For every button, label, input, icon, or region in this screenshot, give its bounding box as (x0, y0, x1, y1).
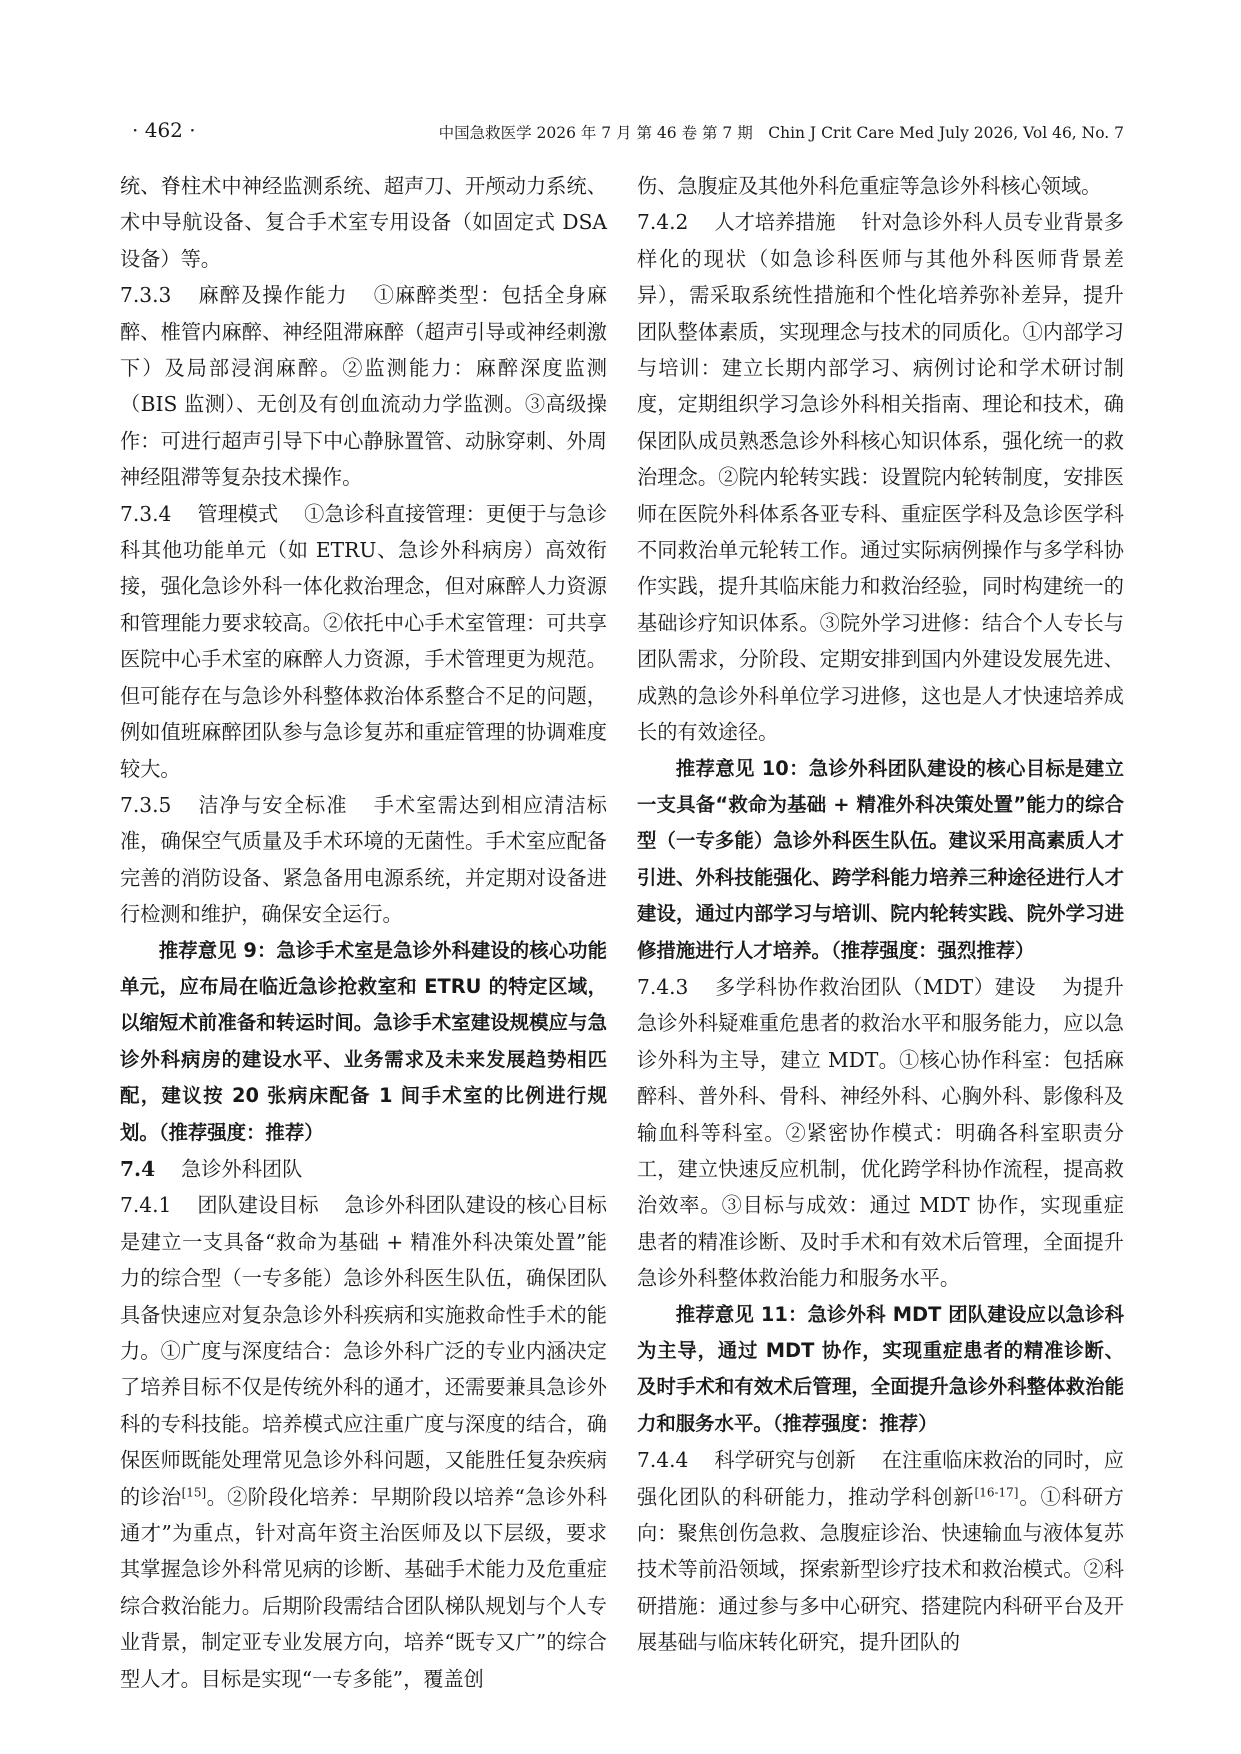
section-number: 7.4.1 (120, 1193, 172, 1218)
section-title: 多学科协作救治团队（MDT）建设 (714, 974, 1037, 999)
recommendation-9: 推荐意见 9：急诊手术室是急诊外科建设的核心功能单元，应布局在临近急诊抢救室和 ETRU 的特定区域，以缩短术前准备和转运时间。急诊手术室建设规模应与急诊外科病房的建设水平、业务需求及未来发展趋势相匹配，建议按 20 张病床配备 1 间手术室的比例进行规划。（推荐强度：推荐） (120, 938, 607, 1144)
section-number: 7.3.4 (120, 501, 172, 526)
section-body: ①麻醉类型：包括全身麻醉、椎管内麻醉、神经阻滞麻醉（超声引导或神经刺激下）及局部浸润麻醉。②监测能力：麻醉深度监测（BIS 监测）、无创及有创血流动力学监测。③高级操作：可进行超声引导下中心静脉置管、动脉穿刺、外周神经阻滞等复杂技术操作。 (120, 283, 607, 490)
section-7-4-1 (120, 1187, 607, 1697)
section-7-3-5 (120, 787, 607, 933)
section-title: 麻醉及操作能力 (197, 283, 348, 308)
section-title: 洁净与安全标准 (197, 792, 348, 817)
page-number: · 462 · (132, 118, 196, 142)
section-number: 7.4.4 (637, 1448, 689, 1473)
citation-ref: [15] (181, 1484, 207, 1499)
section-body: 为提升急诊外科疑难重危患者的救治水平和服务能力，应以急诊外科为主导，建立 MDT。①核心协作科室：包括麻醉科、普外科、骨科、神经外科、心胸外科、影像科及输血科等科室。②紧密协作模式：明确各科室职责分工，建立快速反应机制，优化跨学科协作流程，提高救治效率。③目标与成效：通过 MDT 协作，实现重症患者的精准诊断、及时手术和有效术后管理，全面提升急诊外科整体救治能力和服务水平。 (637, 974, 1124, 1291)
section-7-3-4 (120, 496, 607, 787)
section-body: ①急诊科直接管理：更便于与急诊科其他功能单元（如 ETRU、急诊外科病房）高效衔接，强化急诊外科一体化救治理念，但对麻醉人力资源和管理能力要求较高。②依托中心手术室管理：可共享医院中心手术室的麻醉人力资源，手术管理更为规范。但可能存在与急诊外科整体救治体系整合不足的问题，例如值班麻醉团队参与急诊复苏和重症管理的协调难度较大。 (120, 501, 607, 781)
page-header (120, 116, 1124, 150)
section-title: 急诊外科团队 (181, 1156, 303, 1181)
paragraph-equipment-continued: 统、脊柱术中神经监测系统、超声刀、开颅动力系统、术中导航设备、复合手术室专用设备（如固定式 DSA 设备）等。 (120, 174, 607, 271)
section-7-4-heading (120, 1151, 607, 1187)
section-number: 7.4.2 (637, 210, 689, 235)
right-column (637, 168, 1124, 1661)
section-number: 7.4 (120, 1156, 156, 1181)
section-7-4-3 (637, 969, 1124, 1297)
left-column (120, 168, 607, 1697)
section-body: 针对急诊外科人员专业背景多样化的现状（如急诊科医师与其他外科医师背景差异），需采取系统性措施和个性化培养弥补差异，提升团队整体素质，实现理念与技术的同质化。①内部学习与培训：建立长期内部学习、病例讨论和学术研讨制度，定期组织学习急诊外科相关指南、理论和技术，确保团队成员熟悉急诊外科核心知识体系，强化统一的救治理念。②院内轮转实践：设置院内轮转制度，安排医师在医院外科体系各亚专科、重症医学科及急诊医学科不同救治单元轮转工作。通过实际病例操作与多学科协作实践，提升其临床能力和救治经验，同时构建统一的基础诊疗知识体系。③院外学习进修：结合个人专长与团队需求，分阶段、定期安排到国内外建设发展先进、成熟的急诊外科单位学习进修，这也是人才快速培养成长的有效途径。 (637, 210, 1124, 745)
section-title: 团队建设目标 (197, 1193, 319, 1218)
recommendation-10: 推荐意见 10：急诊外科团队建设的核心目标是建立一支具备“救命为基础 + 精准外科决策处置”能力的综合型（一专多能）急诊外科医生队伍。建议采用高素质人才引进、外科技能强化、跨学科能力培养三种途径进行人才建设，通过内部学习与培训、院内轮转实践、院外学习进修措施进行人才培养。（推荐强度：强烈推荐） (637, 756, 1124, 962)
section-body: 急诊外科团队建设的核心目标是建立一支具备“救命为基础 + 精准外科决策处置”能力的综合型（一专多能）急诊外科医生队伍，确保团队具备快速应对复杂急诊外科疾病和实施救命性手术的能力。①广度与深度结合：急诊外科广泛的专业内涵决定了培养目标不仅是传统外科的通才，还需要兼具急诊外科的专科技能。培养模式应注重广度与深度的结合，确保医师既能处理常见急诊外科问题，又能胜任复杂疾病的诊治 (120, 1193, 607, 1509)
section-7-4-2 (637, 204, 1124, 750)
journal-citation: 中国急救医学 2026 年 7 月 第 46 卷 第 7 期 Chin J Crit Care Med July 2026, Vol 46, No. 7 (438, 124, 1124, 142)
section-body-continued: 。②阶段化培养：早期阶段以培养“急诊外科通才”为重点，针对高年资主治医师及以下层级，要求其掌握急诊外科常见病的诊断、基础手术能力及危重症综合救治能力。后期阶段需结合团队梯队规划与个人专业背景，制定亚专业发展方向，培养“既专又广”的综合型人才。目标是实现“一专多能”，覆盖创 (120, 1484, 607, 1691)
section-title: 科学研究与创新 (714, 1448, 856, 1473)
recommendation-11: 推荐意见 11：急诊外科 MDT 团队建设应以急诊科为主导，通过 MDT 协作，实现重症患者的精准诊断、及时手术和有效术后管理，全面提升急诊外科整体救治能力和服务水平。（推荐强度：推荐） (637, 1302, 1124, 1435)
section-number: 7.3.5 (120, 792, 172, 817)
section-body: 手术室需达到相应清洁标准，确保空气质量及手术环境的无菌性。手术室应配备完善的消防设备、紧急备用电源系统，并定期对设备进行检测和维护，确保安全运行。 (120, 792, 607, 927)
section-7-3-3 (120, 277, 607, 495)
paragraph-core-areas-continued: 伤、急腹症及其他外科危重症等急诊外科核心领域。 (637, 174, 1102, 198)
section-7-4-4 (637, 1442, 1124, 1660)
section-title: 人才培养措施 (714, 210, 836, 235)
section-title: 管理模式 (197, 501, 279, 526)
section-number: 7.4.3 (637, 974, 689, 999)
section-body-continued: 。①科研方向：聚焦创伤急救、急腹症诊治、快速输血与液体复苏技术等前沿领域，探索新型诊疗技术和救治模式。②科研措施：通过参与多中心研究、搭建院内科研平台及开展基础与临床转化研究，提升团队的 (637, 1484, 1124, 1655)
section-body: 在注重临床救治的同时，应强化团队的科研能力，推动学科创新 (637, 1448, 1124, 1509)
citation-ref: [16-17] (974, 1484, 1019, 1499)
section-number: 7.3.3 (120, 283, 172, 308)
